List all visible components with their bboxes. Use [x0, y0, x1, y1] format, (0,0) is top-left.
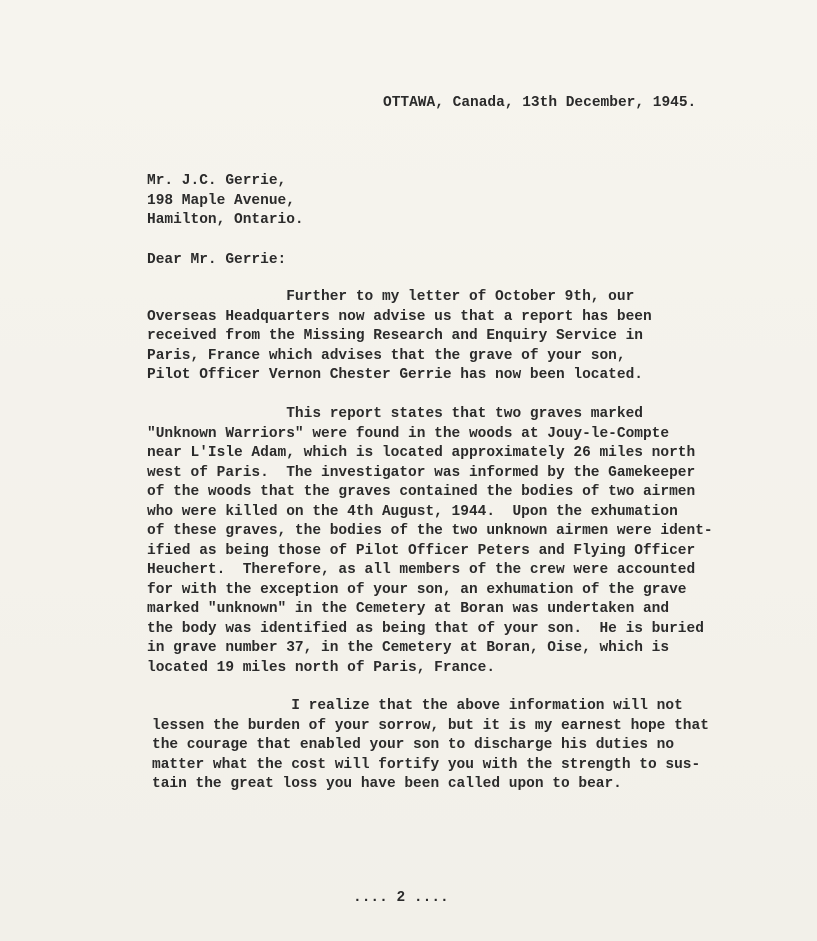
text-line: Further to my letter of October 9th, our: [147, 289, 635, 305]
text-line: the body was identified as being that of your son. He is buried: [147, 620, 704, 637]
text-line: for with the exception of your son, an exhumation of the grave: [147, 581, 687, 598]
recipient-address: [147, 172, 304, 231]
text-line: tain the great loss you have been called upon to bear.: [152, 776, 622, 792]
text-line: of these graves, the bodies of the two unknown airmen were ident-: [147, 523, 713, 539]
text-line: located 19 miles north of Paris, France.: [147, 659, 496, 676]
text-line: west of Paris. The investigator was informed by the Gamekeeper: [147, 464, 696, 481]
paragraph-2: [147, 405, 713, 678]
text-line: in grave number 37, in the Cemetery at Boran, Oise, which is: [147, 640, 670, 656]
text-line: marked "unknown" in the Cemetery at Boran was undertaken and: [147, 601, 670, 617]
text-line: of the woods that the graves contained the bodies of two airmen: [147, 484, 696, 500]
text-line: ified as being those of Pilot Officer Peters and Flying Officer: [147, 542, 696, 559]
address-line: Hamilton, Ontario.: [147, 212, 304, 228]
salutation: Dear Mr. Gerrie:: [147, 252, 287, 268]
text-line: This report states that two graves marked: [147, 406, 643, 422]
text-line: I realize that the above information will not: [152, 698, 683, 714]
text-line: lessen the burden of your sorrow, but it is my earnest hope that: [152, 717, 709, 734]
text-line: "Unknown Warriors" were found in the woods at Jouy-le-Compte: [147, 425, 670, 442]
text-line: near L'Isle Adam, which is located approximately 26 miles north: [147, 445, 696, 461]
text-line: Paris, France which advises that the grave of your son,: [147, 347, 626, 364]
text-line: Heuchert. Therefore, as all members of the crew were accounted: [147, 562, 696, 578]
dateline: OTTAWA, Canada, 13th December, 1945.: [383, 95, 697, 111]
address-line: Mr. J.C. Gerrie,: [147, 173, 287, 189]
address-line: 198 Maple Avenue,: [147, 192, 295, 209]
text-line: who were killed on the 4th August, 1944. Upon the exhumation: [147, 503, 678, 520]
page-number: .... 2 ....: [353, 890, 449, 906]
paragraph-3: [152, 697, 709, 795]
text-line: Pilot Officer Vernon Chester Gerrie has now been located.: [147, 367, 643, 383]
text-line: Overseas Headquarters now advise us that a report has been: [147, 308, 652, 325]
text-line: received from the Missing Research and Enquiry Service in: [147, 328, 643, 344]
paragraph-1: [147, 288, 652, 386]
text-line: matter what the cost will fortify you with the strength to sus-: [152, 756, 701, 773]
text-line: the courage that enabled your son to discharge his duties no: [152, 737, 675, 753]
